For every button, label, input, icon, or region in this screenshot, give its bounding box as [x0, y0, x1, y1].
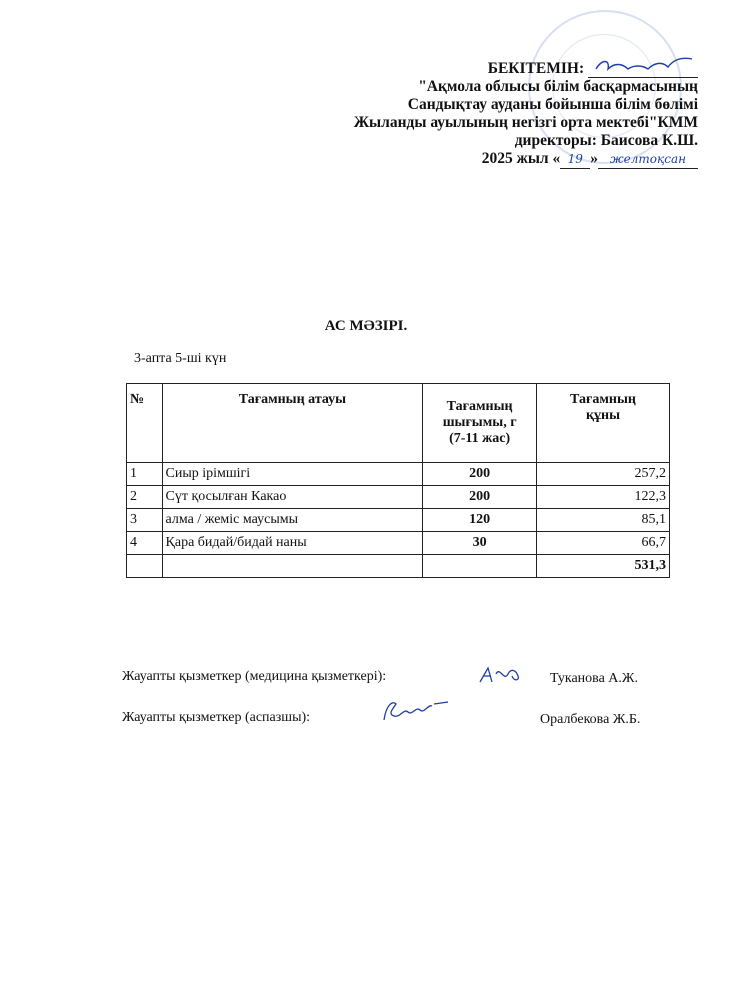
row-portion: 120	[423, 509, 537, 532]
header-price-line-1: Тағамның	[570, 392, 636, 407]
approval-org-line-2: Сандықтау ауданы бойынша білім бөлімі	[407, 96, 698, 113]
row-price: 85,1	[536, 509, 669, 532]
total-row-portion-empty	[423, 555, 537, 578]
row-dish-name: алма / жеміс маусымы	[162, 509, 423, 532]
total-row-name-empty	[162, 555, 423, 578]
approval-org-line-3: Жыланды ауылының негізгі орта мектебі"КММ	[353, 114, 698, 131]
medic-responsible-label: Жауапты қызметкер (медицина қызметкері):	[122, 669, 387, 684]
approval-block	[278, 60, 698, 169]
page-title: АС МӘЗІРІ.	[324, 318, 408, 334]
row-price: 257,2	[536, 463, 669, 486]
approval-date-prefix: 2025 жыл «	[481, 150, 561, 167]
row-num: 4	[127, 532, 163, 555]
approval-label: БЕКІТЕМІН:	[487, 60, 585, 77]
header-price	[536, 384, 669, 463]
header-dish-name: Тағамның атауы	[162, 384, 423, 463]
table-row	[127, 486, 670, 509]
header-num: №	[127, 384, 163, 463]
approval-date-line	[278, 150, 698, 169]
table-row	[127, 463, 670, 486]
row-num: 2	[127, 486, 163, 509]
row-num: 1	[127, 463, 163, 486]
table-row	[127, 509, 670, 532]
director-signature	[588, 61, 698, 78]
table-row	[127, 532, 670, 555]
total-row-num-empty	[127, 555, 163, 578]
row-portion: 30	[423, 532, 537, 555]
total-price: 531,3	[536, 555, 669, 578]
cook-responsible-name: Оралбекова Ж.Б.	[540, 712, 641, 727]
header-portion-line-2: шығымы, г	[442, 415, 517, 430]
approval-date-month: желтоқсан	[598, 150, 698, 169]
approval-date-mid: »	[590, 150, 598, 167]
total-row	[127, 555, 670, 578]
cook-responsible-label: Жауапты қызметкер (аспазшы):	[122, 710, 311, 725]
row-dish-name: Сүт қосылған Какао	[162, 486, 423, 509]
approval-director-line: директоры: Баисова К.Ш.	[514, 132, 698, 149]
medic-signature	[478, 664, 524, 688]
approval-date-day: 19	[560, 150, 590, 169]
header-portion-line-3: (7-11 жас)	[449, 431, 511, 446]
row-portion: 200	[423, 486, 537, 509]
row-num: 3	[127, 509, 163, 532]
row-dish-name: Сиыр ірімшігі	[162, 463, 423, 486]
cook-signature	[380, 698, 450, 726]
menu-day-subtitle: 3-апта 5-ші күн	[134, 351, 227, 366]
row-price: 122,3	[536, 486, 669, 509]
row-dish-name: Қара бидай/бидай наны	[162, 532, 423, 555]
row-portion: 200	[423, 463, 537, 486]
menu-table	[126, 383, 670, 578]
header-price-line-2: құны	[585, 408, 621, 423]
approval-label-line	[278, 60, 698, 78]
header-portion-line-1: Тағамның	[446, 399, 513, 414]
approval-org-line-1: "Ақмола облысы білім басқармасының	[418, 78, 698, 95]
header-portion	[423, 384, 537, 463]
menu-table-header-row	[127, 384, 670, 463]
medic-responsible-name: Туканова А.Ж.	[550, 671, 638, 686]
row-price: 66,7	[536, 532, 669, 555]
